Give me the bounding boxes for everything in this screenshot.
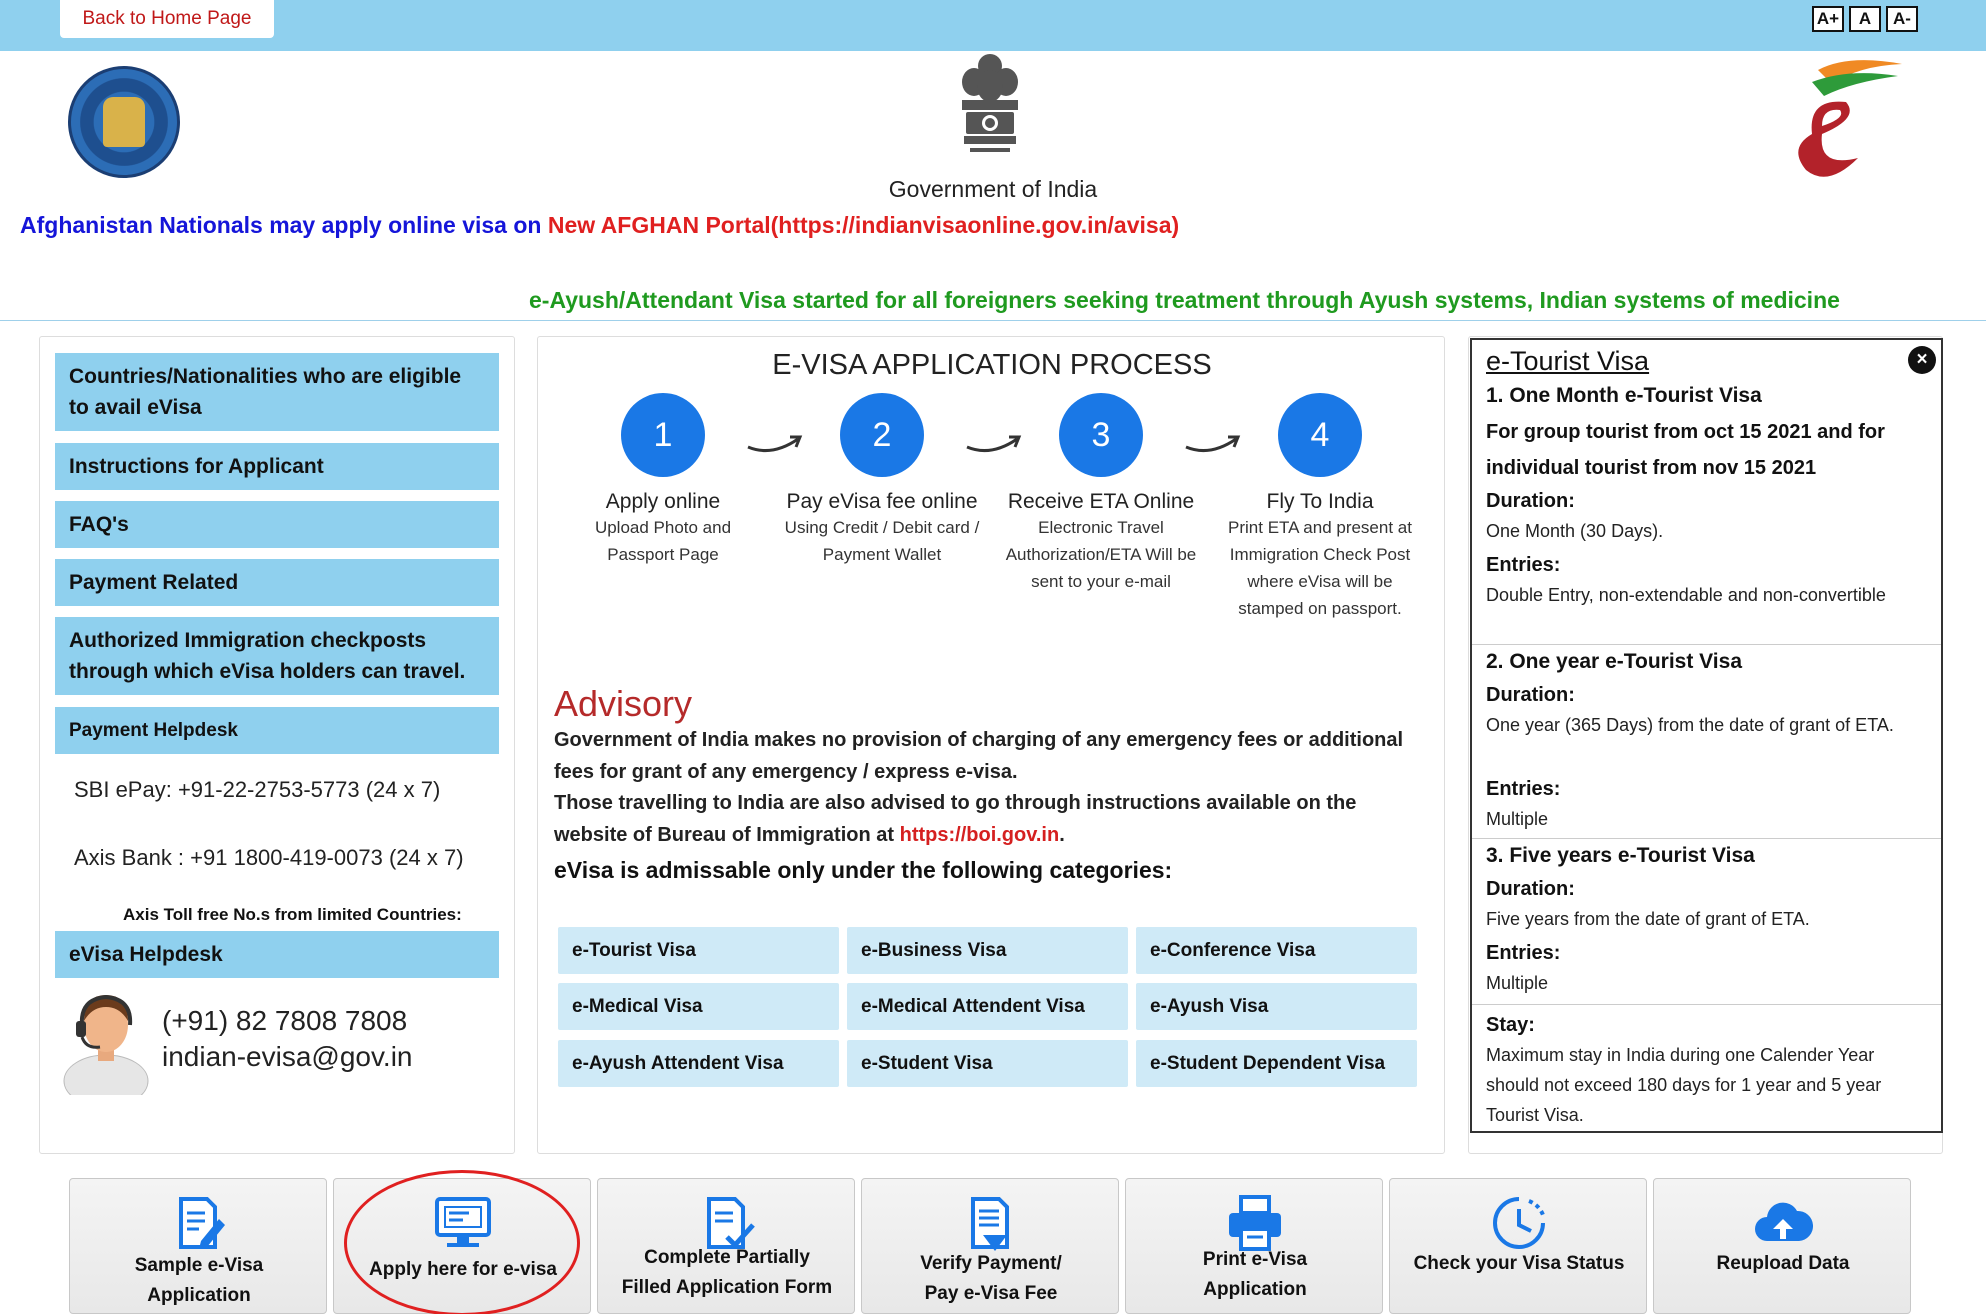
close-icon[interactable]: × — [1908, 346, 1936, 374]
sidebar-item-evisa-helpdesk[interactable]: eVisa Helpdesk — [55, 931, 499, 978]
visa-type-e-conference[interactable]: e-Conference Visa — [1136, 927, 1417, 974]
duration-value: One Month (30 Days). — [1486, 521, 1664, 541]
clock-icon — [1489, 1193, 1549, 1253]
section-heading: 1. One Month e-Tourist Visa — [1486, 384, 1762, 407]
visa-type-e-ayush[interactable]: e-Ayush Visa — [1136, 983, 1417, 1030]
separator — [1472, 1004, 1941, 1005]
visa-type-e-business[interactable]: e-Business Visa — [847, 927, 1128, 974]
process-step-3 — [1001, 393, 1201, 595]
button-label: Application — [147, 1285, 251, 1306]
helpdesk-email[interactable]: indian-evisa@gov.in — [162, 1041, 413, 1072]
section-heading: 2. One year e-Tourist Visa — [1486, 650, 1742, 673]
sidebar — [39, 336, 515, 1154]
duration-value: Five years from the date of grant of ETA. — [1486, 909, 1810, 929]
duration-label: Duration: — [1486, 878, 1575, 900]
cloud-upload-icon — [1753, 1193, 1813, 1253]
button-label: Apply here for e-visa — [369, 1259, 557, 1280]
national-emblem-icon — [952, 52, 1028, 172]
visa-type-e-ayush-attendant[interactable]: e-Ayush Attendent Visa — [558, 1040, 839, 1087]
complete-partially-filled-button[interactable] — [597, 1178, 855, 1314]
visa-type-e-medical-attendant[interactable]: e-Medical Attendent Visa — [847, 983, 1128, 1030]
categories-heading: eVisa is admissable only under the following categories: — [554, 857, 1173, 883]
font-increase-button[interactable]: A+ — [1812, 6, 1844, 32]
advisory-title: Advisory — [554, 683, 693, 724]
step-number: 2 — [840, 393, 924, 477]
process-step-4 — [1220, 393, 1420, 622]
entries-value: Multiple — [1486, 809, 1549, 829]
sidebar-item-faqs[interactable]: FAQ's — [55, 501, 499, 548]
entries-label: Entries: — [1486, 778, 1561, 800]
entries-label: Entries: — [1486, 554, 1561, 576]
e-tourist-visa-popup — [1470, 338, 1943, 1133]
button-label: Complete Partially — [644, 1247, 810, 1268]
advisory-paragraph-2-text: Those travelling to India are also advised to go through instructions available on the website of Bureau of Immigration at — [554, 792, 1357, 846]
button-label: Print e-Visa — [1202, 1249, 1308, 1270]
advisory-paragraph-2 — [554, 788, 1434, 851]
entries-value: Multiple — [1486, 973, 1549, 993]
advisory-text — [554, 725, 1434, 851]
sidebar-item-instructions[interactable]: Instructions for Applicant — [55, 443, 499, 490]
step-title: Fly To India — [1266, 490, 1374, 513]
duration-value: One year (365 Days) from the date of grant of ETA. — [1486, 715, 1894, 735]
printer-icon — [1225, 1193, 1285, 1253]
curved-arrow-icon — [1182, 429, 1242, 457]
popup-title: e-Tourist Visa — [1486, 346, 1650, 376]
afghan-notice — [20, 212, 1179, 239]
evisa-logo — [1748, 58, 1908, 188]
support-agent-icon — [62, 985, 150, 1095]
duration-label: Duration: — [1486, 684, 1575, 706]
afghan-portal-link[interactable]: New AFGHAN Portal(https://indianvisaonline.gov.in/avisa) — [547, 212, 1180, 238]
advisory-paragraph-1: Government of India makes no provision of charging of any emergency fees or additional fees for grant of any emergency / express e-visa. — [554, 729, 1404, 783]
separator — [1472, 838, 1941, 839]
step-description: Upload Photo and Passport Page — [594, 518, 732, 564]
process-step-2 — [782, 393, 982, 568]
step-description: Using Credit / Debit card / Payment Wallet — [784, 518, 980, 564]
font-decrease-button[interactable]: A- — [1886, 6, 1918, 32]
news-marquee: e-Ayush/Attendant Visa started for all foreigners seeking treatment through Ayush systems, Indian systems of medicine — [529, 287, 1840, 313]
verify-payment-button[interactable] — [861, 1178, 1119, 1314]
button-label: Filled Application Form — [621, 1277, 833, 1298]
entries-value: Double Entry, non-extendable and non-convertible — [1486, 585, 1886, 605]
section-heading: 3. Five years e-Tourist Visa — [1486, 844, 1755, 867]
curved-arrow-icon — [744, 429, 804, 457]
sidebar-item-payment-related[interactable]: Payment Related — [55, 559, 499, 606]
button-label: Pay e-Visa Fee — [924, 1283, 1058, 1304]
sidebar-item-payment-helpdesk[interactable]: Payment Helpdesk — [55, 707, 499, 754]
button-label: Check your Visa Status — [1413, 1253, 1625, 1274]
button-label: Sample e-Visa — [134, 1255, 264, 1276]
print-evisa-button[interactable] — [1125, 1178, 1383, 1314]
annotation-circle — [344, 1170, 580, 1314]
sample-evisa-application-button[interactable] — [69, 1178, 327, 1314]
back-to-home-button[interactable]: Back to Home Page — [60, 0, 274, 38]
button-label: Reupload Data — [1716, 1253, 1850, 1274]
process-title: E-VISA APPLICATION PROCESS — [772, 349, 1212, 381]
axis-toll-free-link[interactable]: Axis Toll free No.s from limited Countries: — [123, 905, 462, 924]
reupload-data-button[interactable] — [1653, 1178, 1911, 1314]
process-step-1 — [563, 393, 763, 568]
button-label: Application — [1203, 1279, 1307, 1300]
visa-type-e-medical[interactable]: e-Medical Visa — [558, 983, 839, 1030]
axis-helpline: Axis Bank : +91 1800-419-0073 (24 x 7) — [74, 845, 464, 870]
process-panel — [537, 336, 1445, 1154]
boi-link[interactable]: https://boi.gov.in — [899, 823, 1060, 846]
step-number: 3 — [1059, 393, 1143, 477]
helpdesk-phone: (+91) 82 7808 7808 — [162, 1005, 408, 1036]
bureau-of-immigration-logo — [68, 66, 180, 178]
check-visa-status-button[interactable] — [1389, 1178, 1647, 1314]
afghan-notice-text: Afghanistan Nationals may apply online visa on — [20, 212, 548, 238]
visa-type-e-student[interactable]: e-Student Visa — [847, 1040, 1128, 1087]
step-title: Receive ETA Online — [1007, 490, 1195, 513]
separator — [1472, 644, 1941, 645]
section-note: For group tourist from oct 15 2021 and for individual tourist from nov 15 2021 — [1486, 421, 1885, 479]
font-normal-button[interactable]: A — [1849, 6, 1881, 32]
step-title: Pay eVisa fee online — [786, 490, 978, 513]
document-download-icon — [961, 1193, 1021, 1253]
step-number: 4 — [1278, 393, 1362, 477]
sidebar-item-eligible-countries[interactable]: Countries/Nationalities who are eligible to avail eVisa — [55, 353, 499, 431]
curved-arrow-icon — [963, 429, 1023, 457]
stay-value: Maximum stay in India during one Calender Year should not exceed 180 days for 1 year and 5 year Tourist Visa. — [1486, 1045, 1882, 1125]
sidebar-item-checkposts[interactable]: Authorized Immigration checkposts through which eVisa holders can travel. — [55, 617, 499, 695]
sbi-helpline: SBI ePay: +91-22-2753-5773 (24 x 7) — [74, 777, 441, 802]
advisory-period: . — [1059, 823, 1065, 846]
step-description: Print ETA and present at Immigration Check Post where eVisa will be stamped on passport. — [1228, 518, 1412, 618]
entries-label: Entries: — [1486, 942, 1561, 964]
visa-type-e-tourist[interactable]: e-Tourist Visa — [558, 927, 839, 974]
step-title: Apply online — [605, 490, 721, 513]
step-number: 1 — [621, 393, 705, 477]
button-label: Verify Payment/ — [920, 1253, 1062, 1274]
divider — [0, 320, 1986, 321]
top-bar — [0, 0, 1986, 51]
stay-label: Stay: — [1486, 1014, 1535, 1036]
visa-type-e-student-dependent[interactable]: e-Student Dependent Visa — [1136, 1040, 1417, 1087]
document-edit-icon — [169, 1193, 229, 1253]
government-title: Government of India — [888, 176, 1098, 202]
step-description: Electronic Travel Authorization/ETA Will be sent to your e-mail — [1005, 518, 1197, 591]
duration-label: Duration: — [1486, 490, 1575, 512]
